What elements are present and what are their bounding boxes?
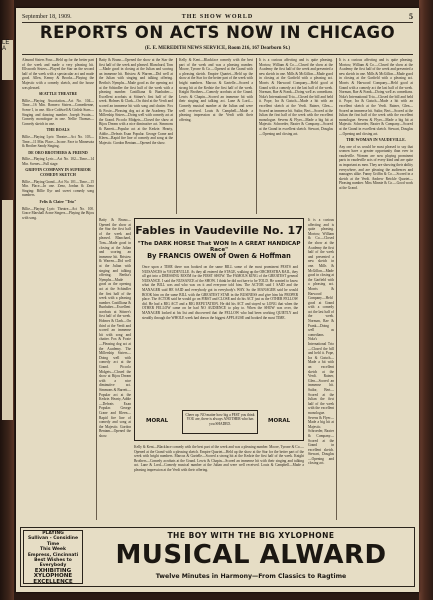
column-divider <box>96 58 97 520</box>
column-divider <box>176 58 177 214</box>
ad-tagline: Twelve Minutes in Harmony—From Classics to Ragtime <box>155 573 347 580</box>
column-5-text-2: Any one of us would be most pleased to say that women have a greater opportunity than ever in vaudeville. Women are now playing prominent parts in vaudeville acts of every kind and are quite as important as men. They are showing their ability everywhere, and are pleasing the audiences and managers alike. Fanny Griffin & Co.—Scored in a sketch at the Verdi. Andrew Reickle Quartet—Pleasing number. Miss Minnie & Co.—Good work at the Grand. <box>339 144 413 191</box>
ad-booking-panel <box>23 530 83 584</box>
column-5-text: It is a curious affecting and is quite pleasing. Mortow, William & Co.—Closed the show at the Academy the first half of the week and presented a new sketch in one. Mills & McGillon—Made good in closing at the Garfield with a pleasing act. Morris & Harwood Company—Held good at Grand with a comedy act the last half of the week. Norman, Rae & Frank—Doing well as comedians. Nola's International Trio—Closed the bill and held it. Pope, Ira & Gatsch—Made a hit with an excellent sketch at the Verdi. Rainer, Glen—Scored an immense hit. Sailor, Bert—Scored at the Julian the first half of the week with the excellent monologue. Sevens & Flyer—Made a big hit at Majestic. Schroeder, Baxter & Company—Scored at the Grand in excellent sketch. Stewart, Douglas—Opening and closing act. <box>339 58 413 136</box>
woman-in-vaudeville-heading: THE WOMAN IN VAUDEVILLE. <box>346 137 406 143</box>
fables-body: Once upon a TIME there was booked on the same BILL some of the most prominent PESTS and NUISANCES in VAUDEVILLE. As they all entered the STAGE, walking up the ORCHESTRA RAIL, they all got into a DRESSING ROOM for the FIRST SHOW. The FAMOUS KING of the GREATEST general NUISANCE. I said the NUISANCE of the SHOW. I think he did not have to be TOLD. He wanted to know what the BILL was and who was on it and everyone told him. The ACTOR said I SAID and the MANAGER said HE SAID and everybody got in everybody's WAY. So the MANAGER said he would BOOK him on the same BILL with the GREATEST STAR in the BUSINESS and give him his PROPER place. The ACTOR said he would go on FIRST and CLOSE and do his ACT just as the OTHER FELLOW did. He had a BIG ACT and a BIG REPUTATION. He did his ACT and stayed so LONG that when the OTHER FELLOW came on he had NO AUDIENCE to play to. When the SHOW was over, the MANAGER looked at his list and discovered that the FELLOW who had been working QUIETLY and steadily through the WHOLE week had drawn the biggest APPLAUSE and booked the most TIME. <box>142 265 298 320</box>
section-text: Billie—Playing Lyric Theatre—Act No. 103—Time—11 Min. Place—In one. Face to Minnesota & Brother Sandy Singing. <box>22 134 94 149</box>
column-2-text: Batty & Bruno—Opened the show at the Star the first half of the week and pleased. Blanchard, Tom—Made good in closing at the Julian and scoring an immense hit. Bristow & Warren—Did well at the Julian with singing and talking offering. Bertha's Nymphs—Made good as the opening act at the Schindler the first half of the week with a pleasing number. Castilliana & Bunhuber—Excellent acrobats at Sittner's first half of the week. Holmes & Clark—On third at the Verdi and scored an immense hit with song and chatter. Fox & Foxie—Pleasing dog act at the Academy. The Millership Sisters—Doing well with comedy act at the Grand. Piccolo Midgets—Closed the show at Bijou Dream with a nice diminutive act. Simmons & Barrett—Popular act at the Kedzie. Hearty, Addie—Defeats Exan Popular. George Crane and Kleen—Rapid fire line of comedy and song at the Majestic. Gordon Bentam—Opened the show. <box>99 58 173 145</box>
column-divider <box>256 58 257 214</box>
column-1 <box>22 58 94 520</box>
ad-left-line: EXCELLENCE <box>33 578 73 585</box>
column-2-lower <box>99 218 131 520</box>
cover-edge <box>419 0 433 600</box>
adjacent-page-fragment <box>2 40 13 80</box>
ad-left-line: Empress, Cincinnati <box>27 552 79 558</box>
fables-title: Fables in Vaudeville No. 17 <box>135 224 303 237</box>
adjacent-page-text: LE A <box>2 40 10 52</box>
fables-subtitle: "The DARK HORSE That WON In A GREAT HANDICAP Race" <box>137 241 301 253</box>
column-2-lower-text: Batty & Bruno—Opened the show at the Star the first half of the week and pleased. Blanchard, Tom—Made good in closing at the Julian and scoring an immense hit. Bristow & Warren—Did well at the Julian with singing and talking offering. Bertha's Nymphs—Made good as the opening act at the Schindler the first half of the week with a pleasing number. Castilliana & Bunhuber—Excellent acrobats at Sittner's first half of the week. Holmes & Clark—On third at the Verdi and scored an immense hit with song and chatter. Fox & Foxie—Pleasing dog act at the Academy. The Millership Sisters—Doing well with comedy act at the Grand. Piccolo Midgets—Closed the show at Bijou Dream with a nice diminutive act. Simmons & Barrett—Popular act at the Kedzie. Hearty, Addie—Defeats Exan Popular. George Crane and Kleen—Rapid fire line of comedy and song at the Majestic. Gordon Bentam—Opened the show. <box>99 218 131 438</box>
moral-row <box>140 410 298 434</box>
column-2 <box>99 58 173 214</box>
section-text: Billie—Playing Association—Act No. 104—Time—16 Min. Romero Sisters—Comedienne, Scene 1, in one. Alice Coldwell & Girlish Stars—Singing and dancing number. Joseph Swain—Comedy monologue in one. Nellie Thomas—Comedy sketch in one. <box>22 98 94 126</box>
ad-left-line: Sullivan - Considine Time <box>27 536 79 547</box>
section-text: Billie—Playing Lyric Theatre—Act No. 100. Grace Marshall Acme Singers—Playing the Bijou with song. <box>22 206 94 220</box>
fables-in-vaudeville-box <box>134 218 304 441</box>
column-5 <box>339 58 413 520</box>
issue-date: September 18, 1909. <box>22 14 72 20</box>
section-text: Billie—Playing Lyric—Act No. 102—Time—14 Min. Scenes—Full stage. <box>22 157 94 166</box>
paper-name: THE SHOW WORLD <box>181 14 254 20</box>
adjacent-page-strip <box>2 200 13 420</box>
moral-text-box: Cheer up. NO matter how big a PEST you think YOU are, there is always ANOTHER who has you SHADED. <box>182 410 258 434</box>
news-service-credit: (E. E. MEREDITH NEWS SERVICE, Room 216, 167 Dearborn St.) <box>144 46 291 51</box>
moral-label-right: MORAL <box>268 418 291 424</box>
page-headline: REPORTS ON ACTS NOW IN CHICAGO <box>39 23 396 42</box>
section-heading: SEATTLE THEATRE <box>38 91 78 97</box>
book-binding <box>0 0 14 600</box>
column-4-text: It is a curious affecting and is quite pleasing. Mortow, William & Co.—Closed the show at the Academy the first half of the week and presented a new sketch in one. Mills & McGillon—Made good in closing at the Garfield with a pleasing act. Morris & Harwood Company—Held good at Grand with a comedy act the last half of the week. Norman, Rae & Frank—Doing well as comedians. Nola's International Trio—Closed the bill and held it. Pope, Ira & Gatsch—Made a hit with an excellent sketch at the Verdi. Rainer, Glen—Scored an immense hit. Sailor, Bert—Scored at the Julian the first half of the week with the excellent monologue. Sevens & Flyer—Made a big hit at Majestic. Schroeder, Baxter & Company—Scored at the Grand in excellent sketch. Stewart, Douglas—Opening and closing act. <box>259 58 333 136</box>
section-text: Billie—Playing Grand—Act No. 101—Time—15 Min. Place—In one. Zeno, Jordan & Zeno Singing: Billie Ilyr and sweet comedy song numbers. <box>22 179 94 198</box>
ad-left-line: Everybody <box>39 563 67 569</box>
fables-byline: By FRANCIS OWEN of Owen & Hoffman <box>147 252 291 260</box>
musical-alward-advertisement <box>20 527 415 587</box>
section-heading: DE ORO BROTHERS & FRIEND <box>28 149 88 155</box>
column-3-text: Kelly & Kent—Blackface comedy with the best part of the week and was a pleasing number. Moore, Tyrone & Co.—Opened at the Grand with a pleasing sketch. Empire Quartet—Held up the show at the Star for the better part of the week with bright numbers. Marcus & Gartelle—Scored a strong hit at the Kedzie the first half of the week. Knight Brothers—Comedy acrobats at the Grand. Lewis & Chapin—Scored an immense hit with their singing and talking act. Lane & Lord—Comedy musical number at the Julian and were well received. Louis & Campbell—Made a pleasing impression at the Verdi with their offering. <box>179 58 253 122</box>
column-1-intro: Almond Sisters Four—Held up for the better part of the week and made a very pleasing hit. Ellsworth Sisters—Played the Star on the second half of the week with a spectacular act and made good. Allen, Kenny & Brooks—Playing the Majestic with a comedy sketch, and the house was pleased. <box>22 58 94 90</box>
ad-left-line: This Week <box>40 547 66 553</box>
column-3-lower-text: Kelly & Kent—Blackface comedy with the best part of the week and was a pleasing number. Moore, Tyrone & Co.—Opened at the Grand with a pleasing sketch. Empire Quartet—Held up the show at the Star for the better part of the week with bright numbers. Marcus & Gartelle—Scored a strong hit at the Kedzie the first half of the week. Knight Brothers—Comedy acrobats at the Grand. Lewis & Chapin—Scored an immense hit with their singing and talking act. Lane & Lord—Comedy musical number at the Julian and were well received. Louis & Campbell—Made a pleasing impression at the Verdi with their offering. <box>134 445 304 472</box>
column-divider <box>336 58 337 520</box>
newspaper-page <box>16 8 419 592</box>
column-4 <box>259 58 333 214</box>
ad-left-line: EXHIBITING <box>34 567 72 574</box>
ad-top-line: THE BOY WITH THE BIG XYLOPHONE <box>167 531 335 540</box>
ad-main-title: MUSICAL ALWARD <box>115 540 387 570</box>
ad-left-line: PLAYING <box>42 531 64 536</box>
moral-label-left: MORAL <box>146 418 169 424</box>
section-heading: Felix & Claire "Trio" <box>39 199 77 205</box>
column-4-lower-text: It is a curious affecting and is quite pleasing. Mortow, William & Co.—Closed the show at the Academy the first half of the week and presented a new sketch in one. Mills & McGillon—Made good in closing at the Garfield with a pleasing act. Morris & Harwood Company—Held good at Grand with a comedy act the last half of the week. Norman, Rae & Frank—Doing well as comedians. Nola's International Trio—Closed the bill and held it. Pope, Ira & Gatsch—Made a hit with an excellent sketch at the Verdi. Rainer, Glen—Scored an immense hit. Sailor, Bert—Scored at the Julian the first half of the week with the excellent monologue. Sevens & Flyer—Made a big hit at Majestic. Schroeder, Baxter & Company—Scored at the Grand in excellent sketch. Stewart, Douglas—Opening and closing act. <box>308 218 334 466</box>
section-heading: THE BOALS <box>46 127 70 133</box>
masthead <box>22 12 413 22</box>
page-number: 5 <box>409 12 413 21</box>
ad-left-line: XYLOPHONE <box>33 573 73 580</box>
ad-left-line: Best Wishes to <box>34 558 72 564</box>
section-heading: GRIFFIN COMPANY IN SUPERIOR COMEDY SKETCH <box>25 167 91 178</box>
column-3 <box>179 58 253 214</box>
column-3-lower <box>134 445 304 520</box>
column-4-lower <box>308 218 334 520</box>
headline-rule <box>22 54 413 55</box>
